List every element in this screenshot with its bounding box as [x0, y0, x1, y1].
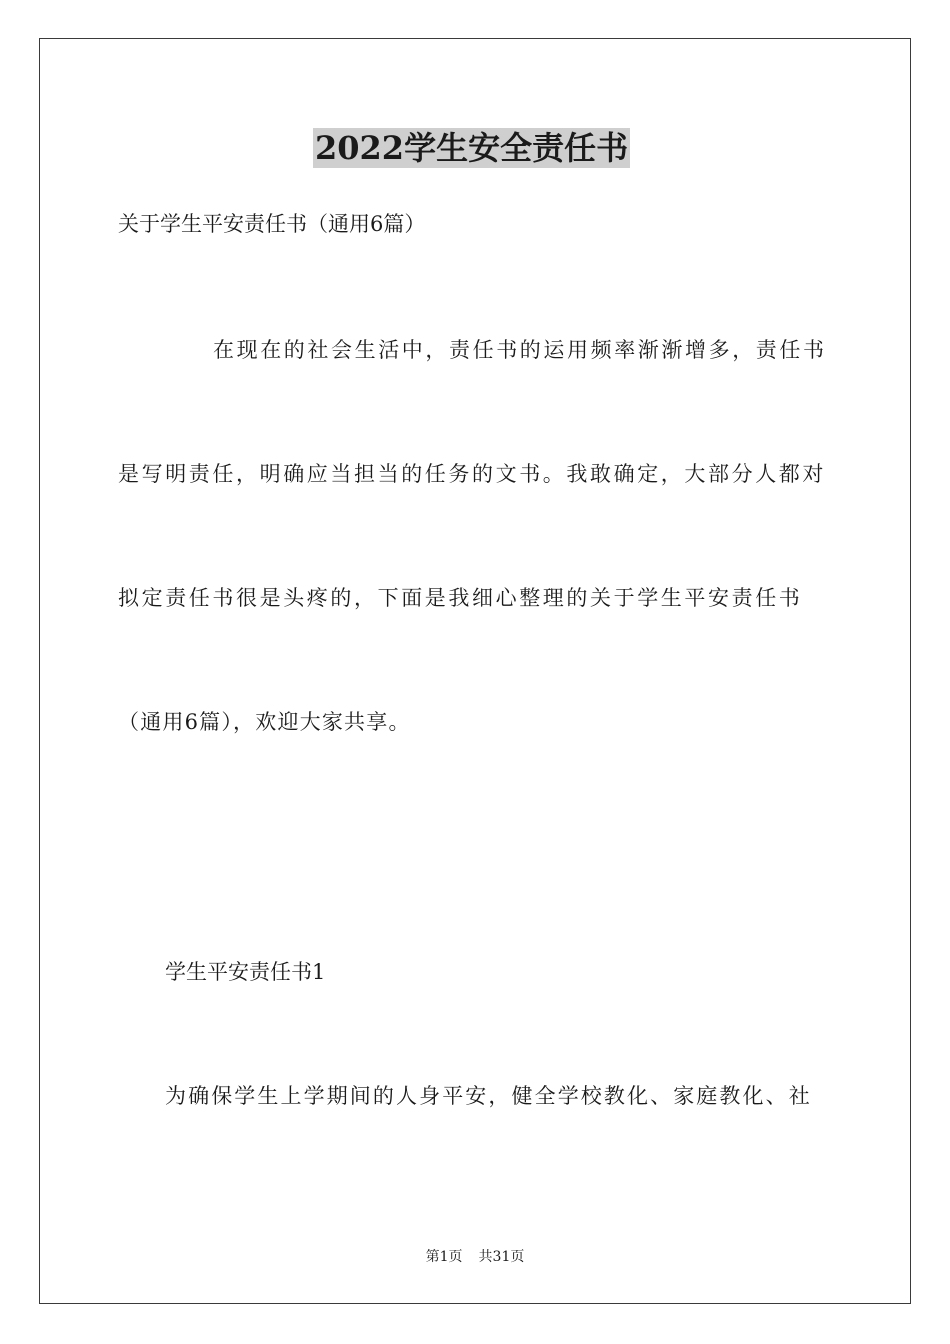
document-subtitle: 关于学生平安责任书（通用6篇） [118, 212, 426, 236]
intro-line-1: 在现在的社会生活中，责任书的运用频率渐渐增多，责任书 [213, 338, 827, 362]
page-number: 第1页 [425, 1249, 463, 1265]
section-heading: 学生平安责任书1 [165, 960, 326, 984]
intro-line-3: 拟定责任书很是头疼的，下面是我细心整理的关于学生平安责任书 [118, 586, 803, 610]
intro-line-4: （通用6篇），欢迎大家共享。 [118, 710, 411, 734]
document-title: 2022学生安全责任书 [315, 129, 629, 167]
intro-line-2: 是写明责任，明确应当担当的任务的文书。我敢确定，大部分人都对 [118, 462, 826, 486]
total-pages: 共31页 [478, 1249, 525, 1265]
section-paragraph-line: 为确保学生上学期间的人身平安，健全学校教化、家庭教化、社 [165, 1084, 812, 1108]
page-footer [0, 1246, 950, 1266]
